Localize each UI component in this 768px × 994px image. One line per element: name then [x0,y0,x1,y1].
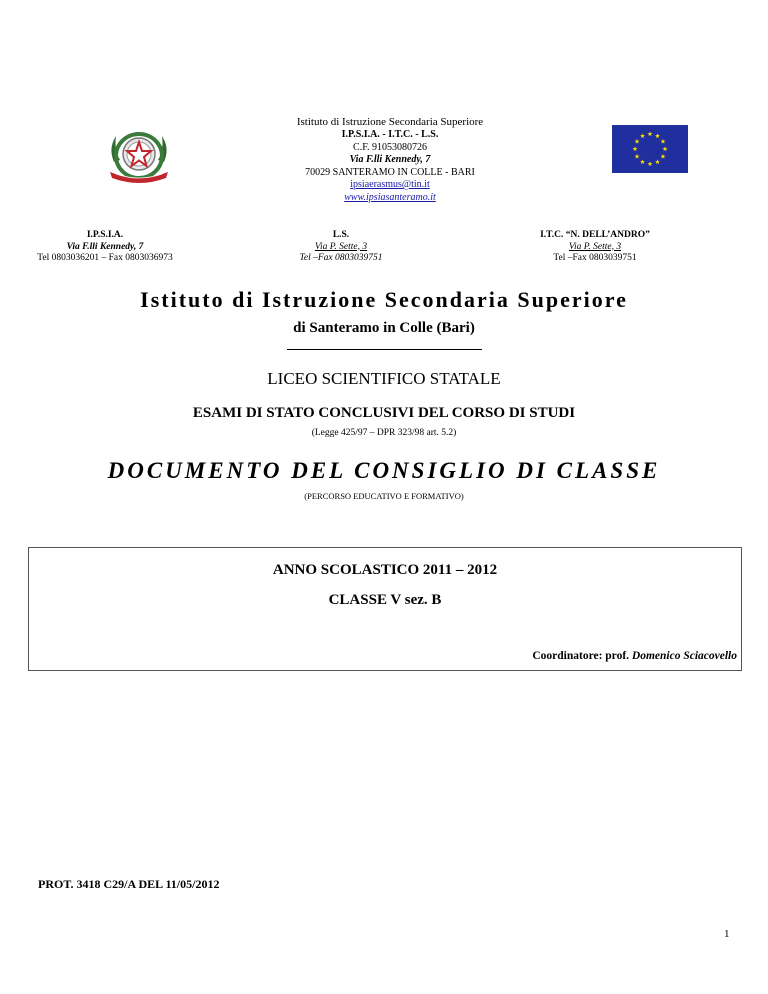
document-subtitle: (PERCORSO EDUCATIVO E FORMATIVO) [304,491,464,501]
document-title: DOCUMENTO DEL CONSIGLIO DI CLASSE [107,458,661,483]
column-ipsia-phone: Tel 0803036201 – Fax 0803036973 [37,253,173,263]
class-section: CLASSE V sez. B [328,592,442,608]
page-number: 1 [724,928,730,940]
column-ipsia [0,230,210,265]
coordinator [532,650,737,662]
column-itc-name: I.T.C. “N. DELL’ANDRO” [540,230,650,240]
liceo-heading: LICEO SCIENTIFICO STATALE [267,369,501,388]
exam-heading: ESAMI DI STATO CONCLUSIVI DEL CORSO DI STUDI [192,405,576,421]
eu-flag-icon [612,125,688,173]
main-title: Istituto di Istruzione Secondaria Superiore [140,287,628,312]
header-tax-code: C.F. 91053080726 [353,141,427,153]
title-divider [287,349,482,350]
column-ls [236,230,446,265]
coordinator-name: Domenico Sciacovello [631,650,737,662]
column-ls-phone: Tel –Fax 0803039751 [299,253,383,263]
column-itc-address: Via P. Sette, 3 [568,241,622,252]
column-itc [490,230,700,265]
header-address: Via F.lli Kennedy, 7 [349,154,431,165]
column-ipsia-name: I.P.S.I.A. [86,230,124,240]
protocol-number: PROT. 3418 C29/A DEL 11/05/2012 [38,877,220,891]
italian-republic-emblem-icon [102,126,176,186]
header-institute-name: Istituto di Istruzione Secondaria Superiore [296,116,484,128]
school-year: ANNO SCOLASTICO 2011 – 2012 [272,562,498,578]
column-ls-name: L.S. [332,230,350,240]
header-schools: I.P.S.I.A. - I.T.C. - L.S. [341,129,439,140]
column-ls-address: Via P. Sette, 3 [314,241,368,252]
coordinator-label: Coordinatore: prof. [532,650,632,662]
header-email-link[interactable]: ipsiaerasmus@tin.it [350,179,430,190]
school-header [240,115,540,204]
column-ipsia-address: Via F.lli Kennedy, 7 [66,241,144,252]
law-reference: (Legge 425/97 – DPR 323/98 art. 5.2) [311,428,457,438]
column-itc-phone: Tel –Fax 0803039751 [553,253,637,263]
header-website-link[interactable]: www.ipsiasanteramo.it [344,191,436,203]
sub-title: di Santeramo in Colle (Bari) [293,320,475,336]
class-info-box [28,547,742,671]
header-city: 70029 SANTERAMO IN COLLE - BARI [305,166,475,178]
